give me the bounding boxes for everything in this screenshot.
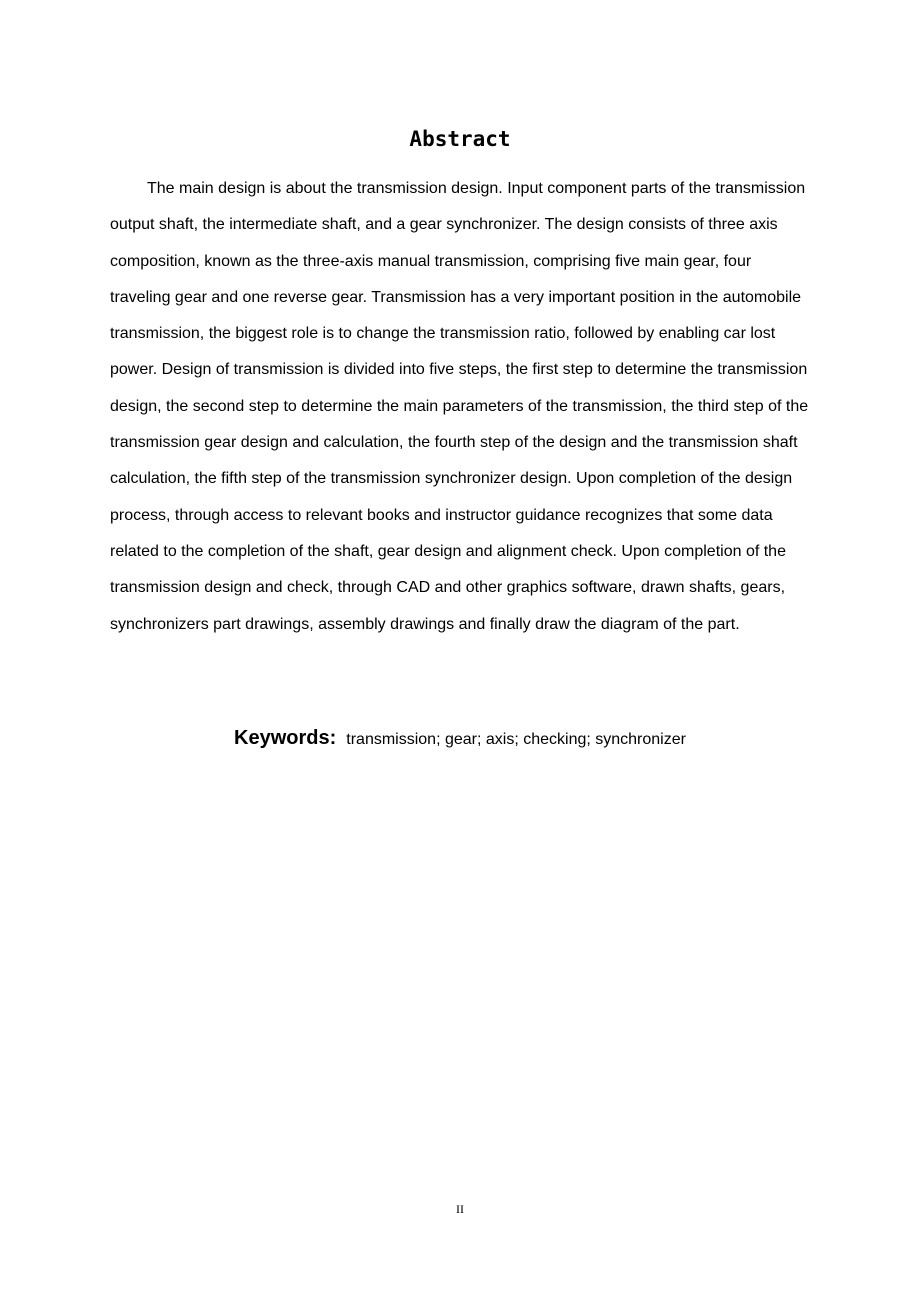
abstract-body-text: The main design is about the transmission design. Input component parts of the transmission output shaft, the intermediate shaft, and a gear synchronizer. The design consists of three axis composition, known as the three-axis manual transmission, comprising five main gear, four traveling gear and one reverse gear. Transmission has a very important position in the automobile transmission, the biggest role is to change the transmission ratio, followed by enabling car lost power. Design of transmission is divided into five steps, the first step to determine the transmission design, the second step to determine the main parameters of the transmission, the third step of the transmission gear design and calculation, the fourth step of the design and the transmission shaft calculation, the fifth step of the transmission synchronizer design. Upon completion of the design process, through access to relevant books and instructor guidance recognizes that some data related to the completion of the shaft, gear design and alignment check. Upon completion of the transmission design and check, through CAD and other graphics software, drawn shafts, gears, synchronizers part drawings, assembly drawings and finally draw the diagram of the part.: [110, 180, 809, 633]
keywords-label: Keywords:: [234, 727, 337, 749]
abstract-title: Abstract: [409, 127, 511, 151]
keywords-list: transmission; gear; axis; checking; synchronizer: [346, 731, 686, 748]
keywords-line: [0, 722, 920, 756]
abstract-paragraph: [110, 171, 812, 643]
page-number: II: [456, 1202, 464, 1216]
